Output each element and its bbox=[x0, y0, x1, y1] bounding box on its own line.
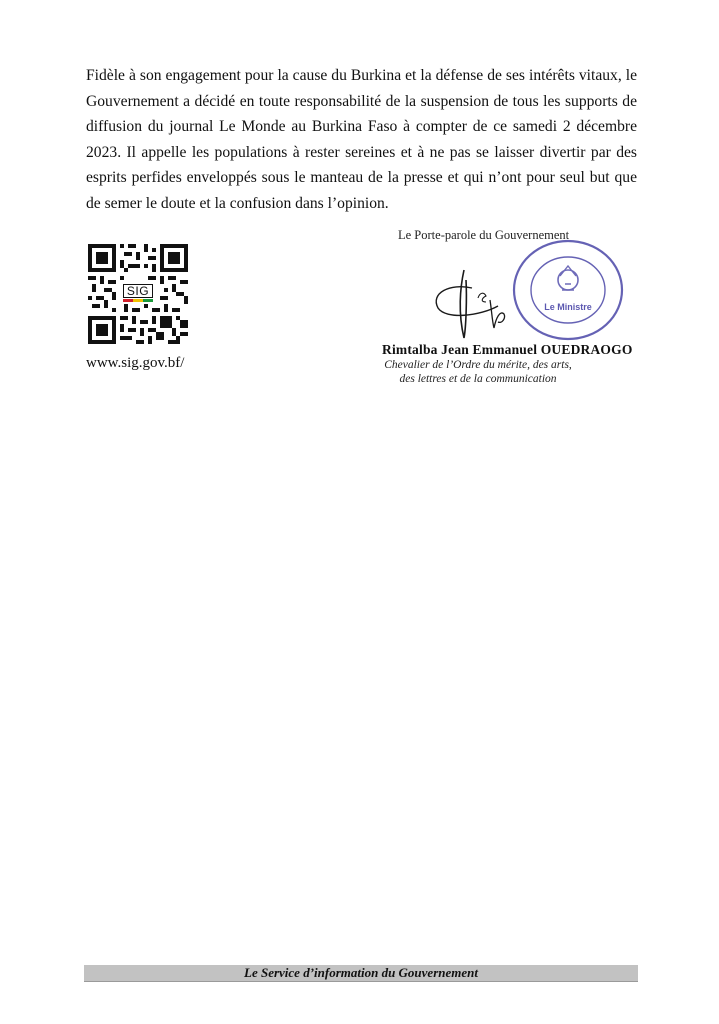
press-release-paragraph: Fidèle à son engagement pour la cause du Burkina et la défense de ses intérêts vitaux, le Gouvernement a décidé en toute responsabilité de la suspension de tous les supports de diffusion du journal Le Monde au Burkina Faso à compter de ce samedi 2 décembre 2023. Il appelle les populations à rester sereines et à ne pas se laisser divertir par des esprits perfides enveloppés sous le manteau de la presse et qui n’ont pour seul but que de semer le doute et la confusion dans l’opinion. bbox=[86, 67, 637, 212]
official-stamp bbox=[510, 238, 626, 342]
stamp-label: Le Ministre bbox=[544, 302, 592, 312]
qr-code bbox=[88, 244, 188, 344]
website-link[interactable]: www.sig.gov.bf/ bbox=[86, 355, 185, 371]
signer-role: Le Porte-parole du Gouvernement bbox=[398, 228, 570, 242]
signer-name: Rimtalba Jean Emmanuel OUEDRAOGO bbox=[382, 342, 633, 357]
flag-stripe-yellow bbox=[133, 299, 143, 302]
signer-title-line-1: Chevalier de l’Ordre du mérite, des arts, bbox=[384, 359, 572, 371]
flag-stripe bbox=[123, 299, 153, 302]
footer-bar bbox=[84, 965, 638, 982]
stamp-emblem bbox=[558, 266, 578, 290]
sig-logo-text: SIG bbox=[123, 284, 153, 298]
flag-stripe-red bbox=[123, 299, 133, 302]
flag-stripe-green bbox=[143, 299, 153, 302]
sig-logo-badge bbox=[116, 282, 160, 304]
signer-title-line-2: des lettres et de la communication bbox=[399, 372, 557, 385]
footer-text: Le Service d’information du Gouvernement bbox=[244, 965, 478, 980]
signer-title bbox=[380, 359, 576, 386]
